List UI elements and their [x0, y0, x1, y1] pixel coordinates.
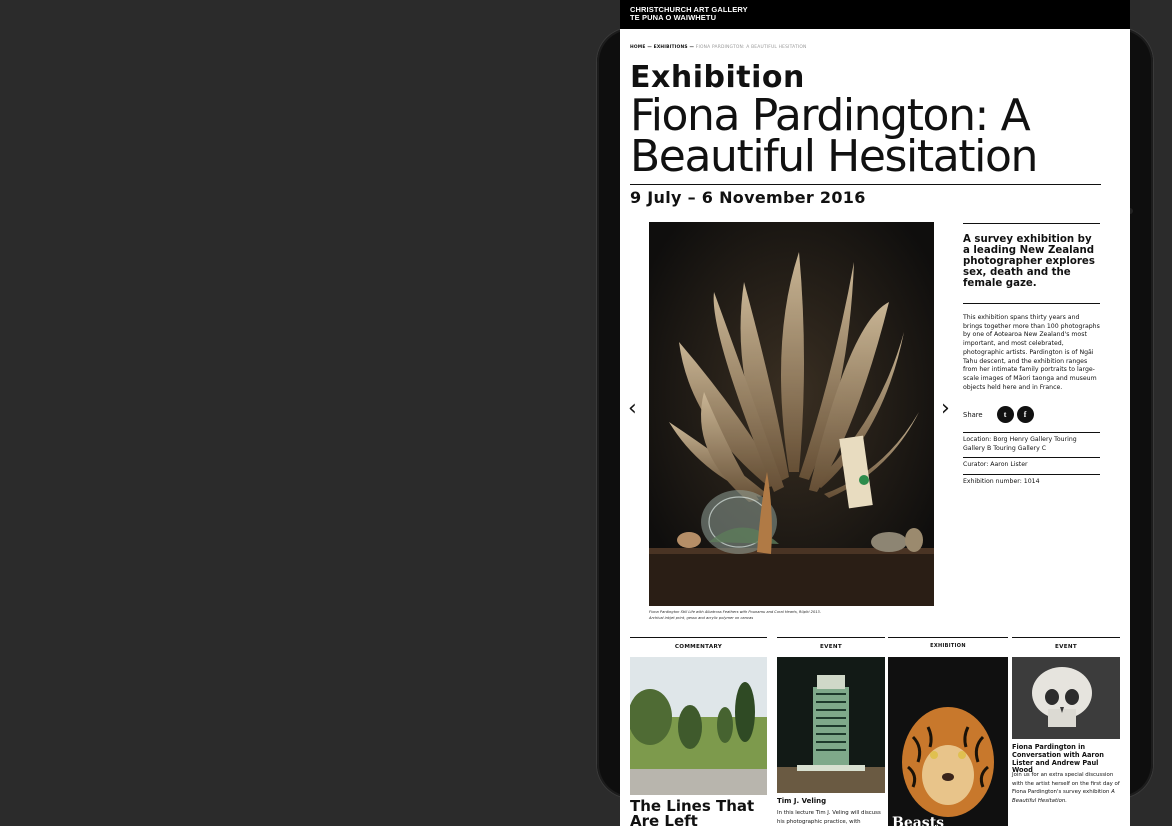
sidebar-body: This exhibition spans thirty years and brings together more than 100 photographs by one of Aotearoa New Zealand's most important, and most celebrated, photographic artists. Pardington is of Ngāi Tahu descent, and the exhibition ranges from her intimate family portraits to large-scale images of Māori taonga and museum objects held here and in France.: [963, 303, 1100, 392]
hero-caption-line1: Fiona Pardington Still Life with Albatross Feathers with Pounamu and Coral Hearts, Rūpīri 2013.: [649, 610, 821, 614]
card-image[interactable]: [888, 657, 1008, 826]
related-card-exhibition-beasts[interactable]: [888, 637, 1008, 826]
browser-viewport: [620, 0, 1130, 826]
card-image[interactable]: [630, 657, 767, 795]
exhibition-meta: [963, 432, 1100, 490]
breadcrumb-home[interactable]: HOME: [630, 45, 646, 50]
tiger-photo: [888, 657, 1008, 826]
card-text-body: Join us for an extra special discussion with the artist herself on the first day of Fiona Pardington's survey exhibition: [1012, 772, 1120, 796]
twitter-icon[interactable]: t: [997, 406, 1014, 423]
site-name-line1: CHRISTCHURCH ART GALLERY: [630, 5, 748, 14]
related-cards: [630, 637, 1120, 826]
card-title[interactable]: Fiona Pardington in Conversation with Aaron Lister and Andrew Paul Wood: [1012, 743, 1104, 775]
meta-curator: Curator: Aaron Lister: [963, 458, 1100, 474]
card-text: In this lecture Tim J. Veling will discuss his photographic practice, with: [777, 810, 881, 825]
exhibition-dates: 9 July – 6 November 2016: [630, 188, 866, 207]
card-type-label: EVENT: [777, 637, 885, 657]
card-text-emphasis: A Beautiful Hesitation.: [1012, 789, 1115, 804]
building-night-photo: [777, 657, 885, 793]
related-card-commentary[interactable]: [630, 637, 767, 826]
facebook-icon[interactable]: f: [1017, 406, 1034, 423]
related-card-event-veling[interactable]: [777, 637, 885, 825]
carousel-next-icon[interactable]: ›: [941, 396, 950, 421]
site-logo[interactable]: [630, 6, 1120, 22]
still-life-feathers-illustration: [649, 222, 934, 606]
site-name-line2: TE PUNA O WAIWHETU: [630, 13, 717, 22]
breadcrumb-exhibitions[interactable]: EXHIBITIONS: [653, 45, 688, 50]
share-bar: [963, 406, 1100, 423]
hero-artwork-image: [649, 222, 934, 606]
hero-caption: [649, 610, 849, 621]
page-title: [630, 90, 1120, 182]
card-type-label: EXHIBITION: [888, 637, 1008, 657]
skull-photo: [1012, 657, 1120, 739]
page-title-line1: Fiona Pardington: A: [630, 90, 1030, 141]
site-header: [620, 0, 1130, 29]
title-divider: [630, 184, 1101, 185]
sidebar-lead: A survey exhibition by a leading New Zealand photographer explores sex, death and the female gaze.: [963, 234, 1095, 289]
breadcrumb-separator: —: [647, 45, 652, 50]
breadcrumb-current: FIONA PARDINGTON: A BEAUTIFUL HESITATION: [695, 45, 807, 50]
hero-caption-line2: Archival inkjet print, gesso and acrylic polymer on canvas: [649, 615, 754, 620]
carousel-prev-icon[interactable]: ‹: [628, 396, 637, 421]
meta-location: Location: Borg Henry Gallery Touring Gallery B Touring Gallery C: [963, 433, 1100, 458]
card-title[interactable]: Beasts: [892, 815, 945, 826]
share-label: Share: [963, 410, 983, 419]
main-content: [620, 45, 1130, 207]
card-title[interactable]: Tim J. Veling: [777, 797, 827, 805]
breadcrumb-separator: —: [689, 45, 695, 50]
landscape-photo: [630, 657, 767, 795]
card-type-label: EVENT: [1012, 637, 1120, 657]
card-text: [1012, 771, 1120, 805]
card-type-label: COMMENTARY: [630, 637, 767, 657]
card-title[interactable]: The Lines That Are Left: [630, 797, 755, 826]
related-card-event-conversation[interactable]: [1012, 637, 1120, 804]
page-title-line2: Beautiful Hesitation: [630, 131, 1037, 182]
card-image[interactable]: [1012, 657, 1120, 739]
card-image[interactable]: [777, 657, 885, 793]
meta-exhibition-number: Exhibition number: 1014: [963, 477, 1040, 485]
breadcrumb: [630, 45, 1120, 50]
exhibition-sidebar: [963, 223, 1100, 490]
sidebar-divider: [963, 223, 1100, 224]
page-kicker: Exhibition: [630, 60, 805, 95]
